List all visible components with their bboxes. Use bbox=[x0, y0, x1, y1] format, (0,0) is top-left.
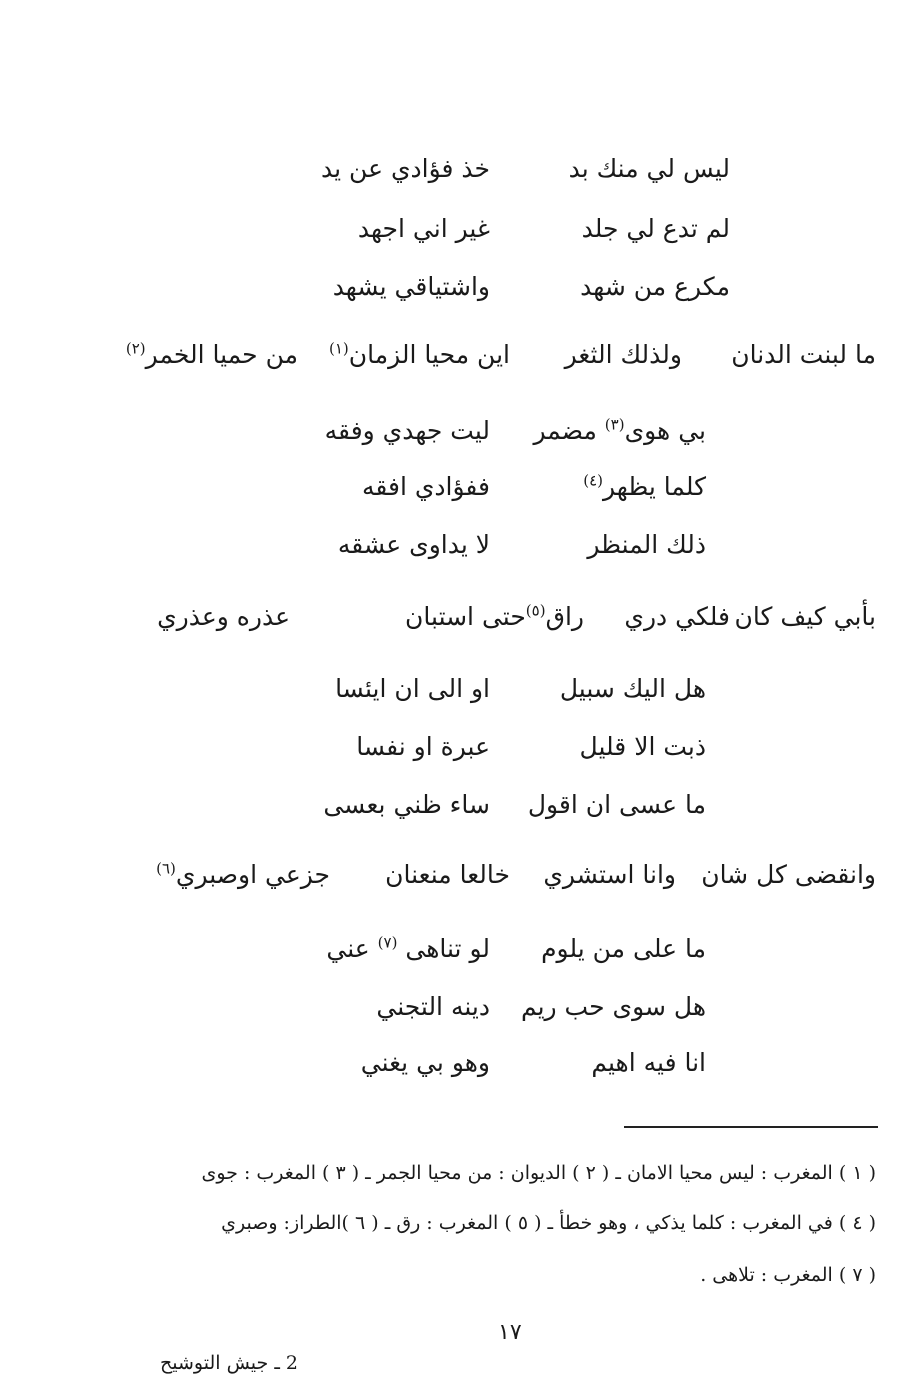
verse-3-left: واشتياقي يشهد bbox=[332, 272, 490, 301]
footnote-mark-5: (٥) bbox=[525, 601, 546, 620]
verse-5-right: بي هوى$^{(٣)}$ مضمر bbox=[533, 415, 706, 445]
verse-14-right: هل سوى حب ريم bbox=[520, 992, 706, 1021]
verse-9-right: هل اليك سبيل bbox=[559, 674, 706, 703]
verse-13-right: ما على من يلوم bbox=[541, 934, 706, 963]
verse-10-left: عبرة او نفسا bbox=[356, 732, 490, 761]
footnote-line-1: ( ١ ) المغرب : ليس محيا الامان ـ ( ٢ ) الديوان : من محيا الجمر ـ ( ٣ ) المغرب : جوى bbox=[201, 1162, 876, 1184]
refrain-3-c: خالعا منعنان bbox=[385, 860, 510, 889]
verse-7-left: لا يداوى عشقه bbox=[337, 530, 490, 559]
refrain-3-a: وانقضى كل شان bbox=[701, 860, 876, 889]
footnote-line-2: ( ٤ ) في المغرب : كلما يذكي ، وهو خطأ ـ ( ٥ ) المغرب : رق ـ ( ٦ )الطراز: وصبري bbox=[221, 1212, 876, 1234]
verse-6-left: ففؤادي افقه bbox=[361, 472, 490, 501]
verse-14-left: دينه التجني bbox=[376, 992, 490, 1021]
refrain-1-d: من حميا الخمر$^{(٢)}$ bbox=[125, 339, 298, 369]
verse-9-left: او الى ان ايئسا bbox=[335, 674, 490, 703]
verse-11-left: ساء ظني بعسى bbox=[323, 790, 490, 819]
signature-label: 2 ـ جيش التوشيح bbox=[160, 1352, 299, 1374]
refrain-3-d: جزعي اوصبري$^{(٦)}$ bbox=[156, 859, 330, 889]
refrain-2-a: بأبي كيف كان bbox=[734, 602, 876, 631]
verse-1-right: ليس لي منك بد bbox=[568, 154, 730, 183]
verse-10-right: ذبت الا قليل bbox=[579, 732, 706, 761]
verse-3-right: مكرع من شهد bbox=[580, 272, 730, 301]
footnote-mark-6: (٦) bbox=[156, 859, 176, 878]
footnote-mark-1: (١) bbox=[328, 339, 349, 358]
footnote-mark-4: (٤) bbox=[583, 471, 604, 490]
footnote-mark-2: (٢) bbox=[125, 339, 146, 358]
footnote-separator bbox=[624, 1126, 878, 1128]
refrain-2-b: فلكي دري bbox=[624, 602, 730, 631]
refrain-2-c: راق$^{(٥)}$حتى استبان bbox=[405, 601, 584, 631]
footnote-mark-7: (٧) bbox=[377, 933, 398, 952]
verse-11-right: ما عسى ان اقول bbox=[527, 790, 706, 819]
verse-15-right: انا فيه اهيم bbox=[591, 1048, 706, 1077]
refrain-1-b: ولذلك الثغر bbox=[564, 340, 682, 369]
refrain-2-d: عذره وعذري bbox=[157, 602, 290, 631]
refrain-1-c: اين محيا الزمان$^{(١)}$ bbox=[328, 339, 510, 369]
verse-6-right: كلما يظهر$^{(٤)}$ bbox=[583, 471, 706, 501]
verse-5-left: ليت جهدي وفقه bbox=[324, 416, 490, 445]
verse-13-left: لو تناهى $^{(٧)}$ عني bbox=[326, 933, 490, 963]
footnote-line-3: ( ٧ ) المغرب : تلاهى . bbox=[700, 1264, 876, 1286]
verse-15-left: وهو بي يغني bbox=[360, 1048, 490, 1077]
verse-1-left: خذ فؤادي عن يد bbox=[321, 154, 490, 183]
verse-2-left: غير اني اجهد bbox=[357, 214, 490, 243]
page-number: ١٧ bbox=[498, 1320, 522, 1345]
verse-2-right: لم تدع لي جلد bbox=[581, 214, 730, 243]
verse-7-right: ذلك المنظر bbox=[587, 530, 706, 559]
refrain-3-b: وانا استشري bbox=[543, 860, 676, 889]
refrain-1-a: ما لبنت الدنان bbox=[731, 340, 876, 369]
footnote-mark-3: (٣) bbox=[604, 415, 625, 434]
